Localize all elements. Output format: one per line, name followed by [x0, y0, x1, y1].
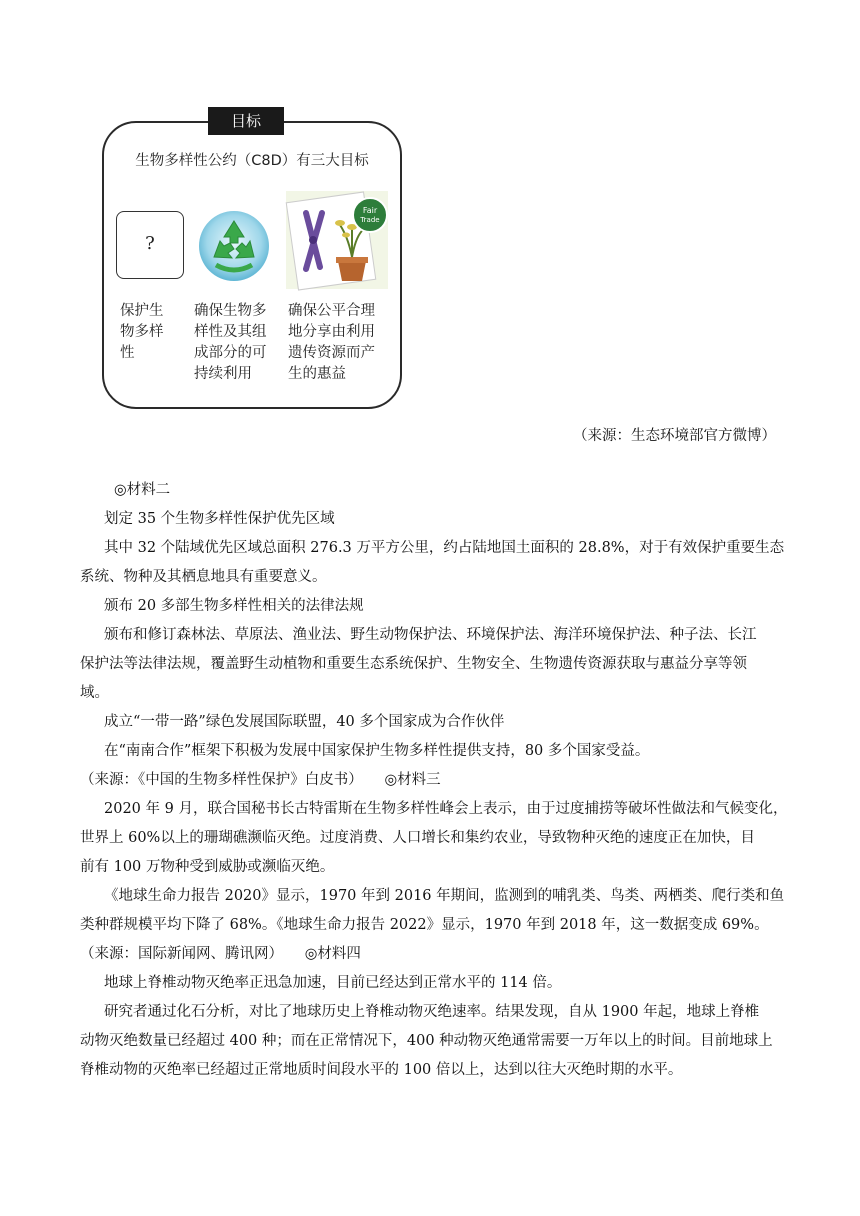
- figure-subtitle: 生物多样性公约（C8D）有三大目标: [135, 153, 369, 169]
- paragraph-line: 域。: [80, 685, 109, 701]
- figure-tab-label: 目标: [208, 107, 284, 135]
- paragraph-line: 类种群规模平均下降了 68%。《地球生命力报告 2022》显示，1970 年到 2018 年，这一数据变成 69%。: [80, 917, 769, 933]
- goal-3-text: [288, 301, 390, 385]
- section-heading: 颁布 20 多部生物多样性相关的法律法规: [104, 598, 364, 614]
- cbd-goals-figure: [102, 112, 402, 409]
- figure-source-note: （来源：生态环境部官方微博）: [573, 428, 776, 444]
- goal-3-line: 生的惠益: [288, 366, 346, 382]
- section-heading: 地球上脊椎动物灭绝率正迅急加速，目前已经达到正常水平的 114 倍。: [104, 975, 562, 991]
- paragraph-line: 动物灭绝数量已经超过 400 种；而在正常情况下，400 种动物灭绝通常需要一万年以上的时间。目前地球上: [80, 1033, 773, 1049]
- section-heading: 划定 35 个生物多样性保护优先区域: [104, 511, 335, 527]
- paragraph-line: 颁布和修订森林法、草原法、渔业法、野生动物保护法、环境保护法、海洋环境保护法、种子法、长江: [104, 627, 757, 643]
- goal-3-line: 遗传资源而产: [288, 345, 375, 361]
- goal-1-line: 保护生: [120, 303, 164, 319]
- fair-trade-text-2: Trade: [360, 216, 380, 224]
- question-mark-text: ?: [145, 233, 155, 254]
- goal-3-line: 地分享由利用: [288, 324, 375, 340]
- fair-trade-dna-plant-icon: [282, 189, 392, 291]
- paragraph-line: 保护法等法律法规，覆盖野生动植物和重要生态系统保护、生物安全、生物遗传资源获取与惠益分享等领: [80, 656, 747, 672]
- paragraph-line: 2020 年 9 月，联合国秘书长古特雷斯在生物多样性峰会上表示，由于过度捕捞等破坏性做法和气候变化，: [104, 801, 788, 817]
- source-and-material-3-heading: （来源：《中国的生物多样性保护》白皮书） ◎材料三: [80, 772, 441, 788]
- goal-1-text: [120, 301, 182, 364]
- paragraph-line: 脊椎动物的灭绝率已经超过正常地质时间段水平的 100 倍以上，达到以往大灭绝时期的水平。: [80, 1062, 683, 1078]
- paragraph-line: 世界上 60%以上的珊瑚礁濒临灭绝。过度消费、人口增长和集约农业，导致物种灭绝的速度正在加快，目: [80, 830, 755, 846]
- goal-3-line: 确保公平合理: [288, 303, 375, 319]
- question-mark-icon: [116, 211, 184, 279]
- material-2-heading: ◎材料二: [114, 482, 171, 498]
- paragraph-line: 《地球生命力报告 2020》显示，1970 年到 2016 年期间，监测到的哺乳类、鸟类、两栖类、爬行类和鱼: [104, 888, 785, 904]
- source-and-material-4-heading: （来源：国际新闻网、腾讯网） ◎材料四: [80, 946, 361, 962]
- goal-2-text: [194, 301, 274, 385]
- goal-2-line: 持续利用: [194, 366, 252, 382]
- paragraph-line: 前有 100 万物种受到威胁或濒临灭绝。: [80, 859, 335, 875]
- recycle-globe-icon: [196, 209, 272, 283]
- goal-1-line: 性: [120, 345, 135, 361]
- paragraph-line: 研究者通过化石分析，对比了地球历史上脊椎动物灭绝速率。结果发现，自从 1900 年起，地球上脊椎: [104, 1004, 760, 1020]
- goal-2-line: 样性及其组: [194, 324, 267, 340]
- section-heading: 成立“一带一路”绿色发展国际联盟，40 多个国家成为合作伙伴: [104, 714, 505, 730]
- paragraph-line: 其中 32 个陆域优先区域总面积 276.3 万平方公里，约占陆地国土面积的 28.8%，对于有效保护重要生态: [104, 540, 785, 556]
- paragraph-line: 在“南南合作”框架下积极为发展中国家保护生物多样性提供支持，80 多个国家受益。: [104, 743, 650, 759]
- goal-2-line: 成部分的可: [194, 345, 267, 361]
- fair-trade-text-1: Fair: [362, 206, 378, 215]
- goal-1-line: 物多样: [120, 324, 164, 340]
- paragraph-line: 系统、物种及其栖息地具有重要意义。: [80, 569, 327, 585]
- goal-2-line: 确保生物多: [194, 303, 267, 319]
